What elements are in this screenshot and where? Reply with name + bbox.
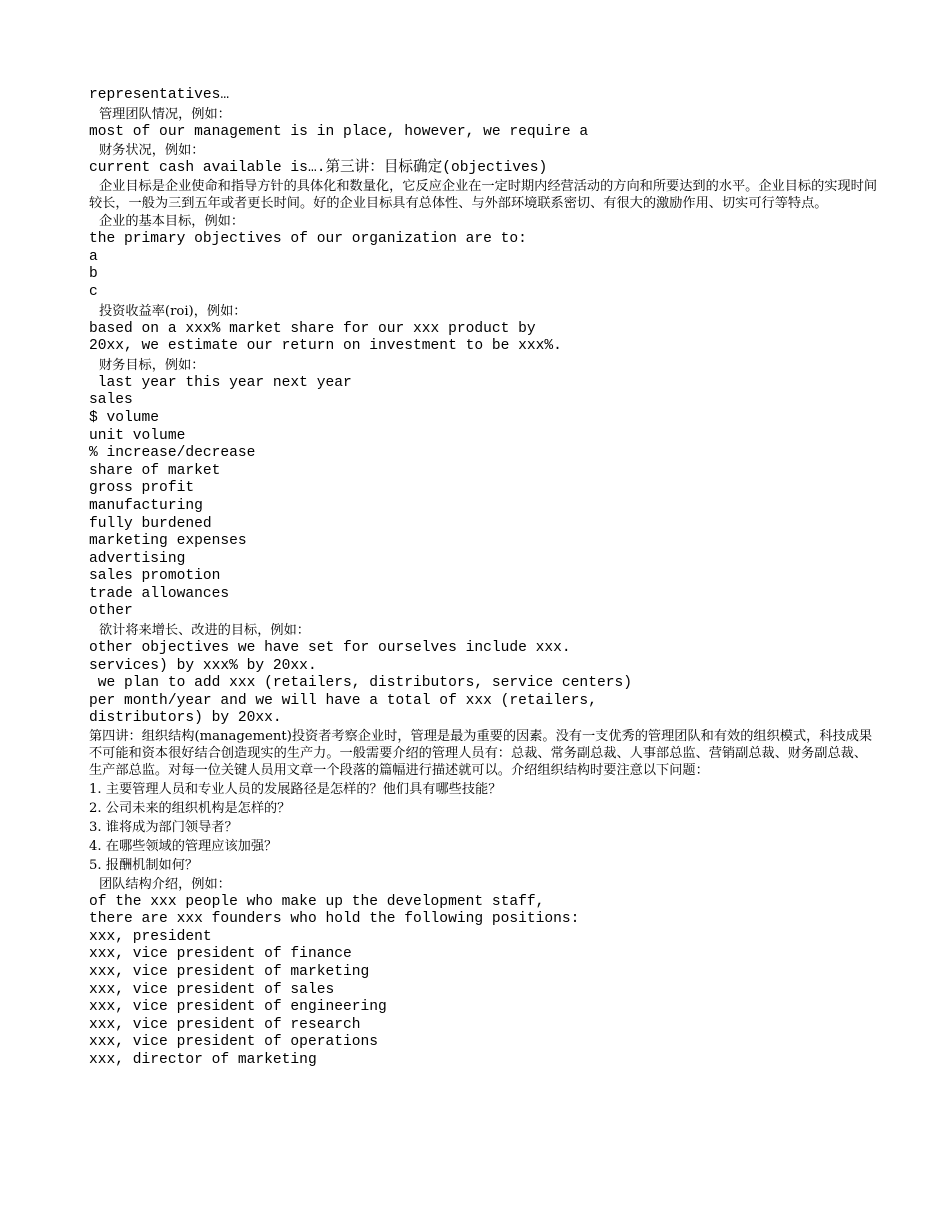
text-line: 管理团队情况，例如：	[99, 106, 231, 122]
text-line: last year this year next year	[89, 374, 352, 391]
text-line: other objectives we have set for ourselves include xxx.	[89, 640, 571, 657]
text-line: unit volume	[89, 427, 186, 444]
text-line: xxx, director of marketing	[89, 1051, 317, 1068]
text-line: manufacturing	[89, 497, 203, 514]
text-line: share of market	[89, 462, 221, 479]
text-line: there are xxx founders who hold the following positions:	[89, 911, 580, 928]
text-line: representatives…	[89, 87, 230, 103]
text-line: marketing expenses	[89, 533, 247, 550]
text-line: a	[89, 248, 98, 265]
text-line: current cash available is….第三讲：目标确定(objectives)	[89, 160, 548, 177]
text-line: the primary objectives of our organization are to:	[89, 231, 527, 248]
text-line: other	[89, 603, 133, 620]
text-line: xxx, vice president of operations	[89, 1034, 379, 1051]
text-line: based on a xxx% market share for our xxx product by	[89, 320, 536, 337]
text-line: 欲计将来增长、改进的目标，例如：	[99, 623, 310, 639]
list-item: 3. 谁将成为部门领导者？	[89, 819, 238, 835]
text-line: $ volume	[89, 409, 160, 426]
paragraph: 企业目标是企业使命和指导方针的具体化和数量化，它反应企业在一定时期内经营活动的方向和所要达到的水平。企业目标的实现时间较长，一般为三到五年或者更长时间。好的企业目标具有总体性、与外部环境联系密切、有很大的激励作用、切实可行等特点。	[89, 178, 878, 211]
paragraph: 第四讲：组织结构(management)投资者考察企业时，管理是最为重要的因素。没有一支优秀的管理团队和有效的组织模式，科技成果不可能和资本很好结合创造现实的生产力。一般需要介绍的管理人员有：总裁、常务副总裁、人事部总监、营销副总裁、财务副总裁、生产部总监。对每一位关键人员用文章一个段落的篇幅进行描述就可以。介绍组织结构时要注意以下问题：	[89, 729, 873, 779]
text-line: xxx, president	[89, 928, 212, 945]
list-item: 4. 在哪些领域的管理应该加强？	[89, 838, 278, 854]
text-line: sales promotion	[89, 568, 221, 585]
text-line: gross profit	[89, 480, 195, 497]
text-line: xxx, vice president of engineering	[89, 999, 387, 1016]
text-line: 财务目标，例如：	[99, 357, 205, 373]
text-line: advertising	[89, 550, 186, 567]
text-line: of the xxx people who make up the development staff,	[89, 893, 545, 910]
document-page	[89, 87, 879, 1070]
text-line: per month/year and we will have a total of xxx (retailers,	[89, 692, 597, 709]
text-line: we plan to add xxx (retailers, distributors, service centers)	[89, 675, 632, 692]
text-line: c	[89, 283, 98, 300]
list-item: 5. 报酬机制如何？	[89, 857, 199, 873]
text-line: 投资收益率(roi)，例如：	[99, 303, 247, 319]
text-line: trade allowances	[89, 585, 230, 602]
text-line: xxx, vice president of research	[89, 1016, 361, 1033]
text-line: sales	[89, 392, 133, 409]
text-line: 财务状况，例如：	[99, 143, 205, 159]
text-line: fully burdened	[89, 515, 212, 532]
list-item: 2. 公司未来的组织机构是怎样的？	[89, 800, 291, 816]
text-line: 团队结构介绍，例如：	[99, 876, 231, 892]
text-line: services) by xxx% by 20xx.	[89, 657, 317, 674]
text-line: 企业的基本目标，例如：	[99, 214, 245, 230]
text-line: xxx, vice president of marketing	[89, 964, 370, 981]
list-item: 1. 主要管理人员和专业人员的发展路径是怎样的？他们具有哪些技能？	[89, 781, 502, 797]
text-line: xxx, vice president of finance	[89, 946, 352, 963]
text-line: distributors) by 20xx.	[89, 710, 282, 727]
text-line: % increase/decrease	[89, 445, 256, 462]
text-line: b	[89, 266, 98, 283]
text-line: xxx, vice president of sales	[89, 981, 335, 998]
text-line: most of our management is in place, however, we require a	[89, 123, 589, 140]
text-line: 20xx, we estimate our return on investment to be xxx%.	[89, 338, 562, 355]
